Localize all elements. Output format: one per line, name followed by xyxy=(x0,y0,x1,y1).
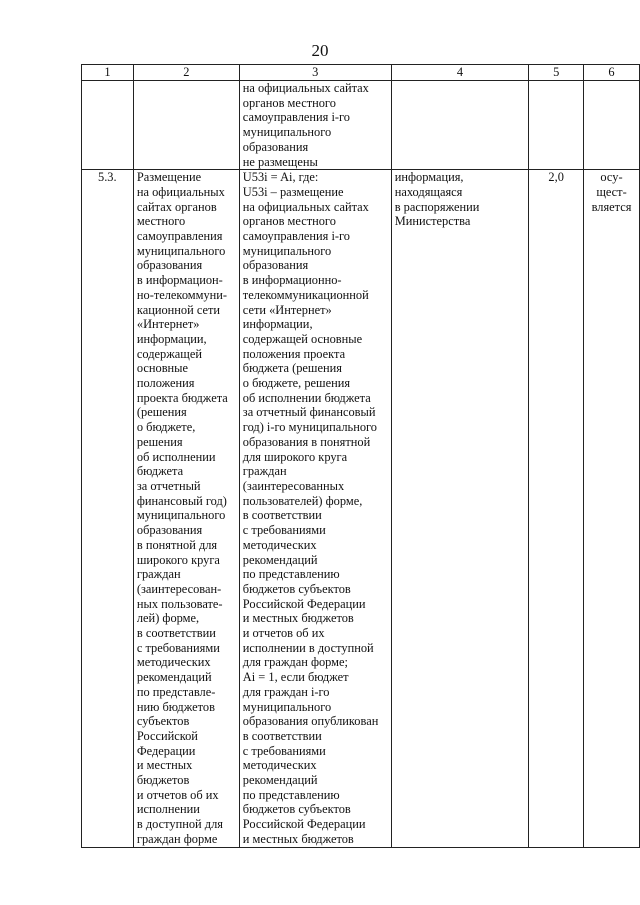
text-line: методических xyxy=(136,655,211,670)
text-line: осу- xyxy=(600,170,623,185)
text-line: U53i = Ai, где: xyxy=(242,170,319,185)
text-line: сети «Интернет» xyxy=(242,302,332,317)
header-col-1: 1 xyxy=(82,65,134,81)
text-line: (решения xyxy=(136,405,187,420)
text-line: Министерства xyxy=(394,214,471,229)
text-line: на официальных сайтах xyxy=(242,199,369,214)
text-line: кационной сети xyxy=(136,302,221,317)
table-row-5-3 xyxy=(82,170,640,847)
weight-cell: 2,0 xyxy=(529,170,584,847)
text-line: телекоммуникационной xyxy=(242,287,369,302)
text-line: за отчетный xyxy=(136,478,201,493)
header-col-5: 5 xyxy=(529,65,584,81)
text-line: муниципального xyxy=(242,699,332,714)
text-line: в информационно- xyxy=(242,273,342,288)
text-line: рекомендаций xyxy=(242,552,318,567)
text-line: для граждан форме; xyxy=(242,655,348,670)
text-line: образования xyxy=(136,523,203,538)
text-line: рекомендаций xyxy=(136,670,212,685)
text-line: муниципального xyxy=(242,243,332,258)
text-line: самоуправления i-го xyxy=(242,229,350,244)
text-line: U53i – размещение xyxy=(242,184,344,199)
text-line: и местных бюджетов xyxy=(242,831,354,846)
text-line: но-телекоммуни- xyxy=(136,287,228,302)
text-line: не размещены xyxy=(242,154,318,169)
text-line: для граждан i-го xyxy=(242,684,330,699)
text-line: находящаяся xyxy=(394,184,463,199)
text-line: пользователей) форме, xyxy=(242,493,363,508)
text-line: граждан xyxy=(242,464,287,479)
text-line: муниципального xyxy=(136,243,226,258)
text-line: «Интернет» xyxy=(136,317,200,332)
text-line: и отчетов об их xyxy=(136,787,219,802)
text-line: рекомендаций xyxy=(242,773,318,788)
text-line: о бюджете, решения xyxy=(242,376,351,391)
continuation-formula-cell xyxy=(239,81,391,170)
text-line: по представле- xyxy=(136,684,216,699)
text-line: год) i-го муниципального xyxy=(242,420,377,435)
text-line: щест- xyxy=(596,184,627,199)
text-line: в распоряжении xyxy=(394,199,480,214)
text-line: органов местного xyxy=(242,95,336,110)
text-line: и отчетов об их xyxy=(242,626,325,641)
text-line: образования опубликован xyxy=(242,714,379,729)
text-line: в соответствии xyxy=(242,508,322,523)
header-col-4: 4 xyxy=(391,65,529,81)
text-line: граждан xyxy=(136,567,181,582)
table-header-row xyxy=(82,65,640,81)
text-line: в соответствии xyxy=(136,626,216,641)
text-line: основные xyxy=(136,361,189,376)
text-line: информации, xyxy=(242,317,313,332)
text-line: бюджета xyxy=(136,464,184,479)
text-line: с требованиями xyxy=(242,743,326,758)
text-line: содержащей xyxy=(136,346,202,361)
text-line: (заинтересованных xyxy=(242,478,345,493)
text-line: финансовый год) xyxy=(136,493,227,508)
row-number-cell: 5.3. xyxy=(82,170,134,847)
status-cell xyxy=(584,170,640,847)
text-line: бюджетов субъектов xyxy=(242,802,351,817)
text-line: в информацион- xyxy=(136,273,223,288)
text-line: Российской Федерации xyxy=(242,817,366,832)
text-line: бюджетов xyxy=(136,773,190,788)
text-line: сайтах органов xyxy=(136,199,217,214)
text-line: положения xyxy=(136,376,195,391)
continuation-cell-1 xyxy=(82,81,134,170)
text-line: Федерации xyxy=(136,743,196,758)
text-line: по представлению xyxy=(242,787,340,802)
text-line: местного xyxy=(136,214,186,229)
text-line: с требованиями xyxy=(242,523,326,538)
header-col-3: 3 xyxy=(239,65,391,81)
text-line: муниципального xyxy=(242,125,332,140)
text-line: информации, xyxy=(136,331,207,346)
text-line: на официальных сайтах xyxy=(242,81,369,95)
text-line: исполнении в доступной xyxy=(242,640,374,655)
text-line: в доступной для xyxy=(136,817,223,832)
text-line: широкого круга xyxy=(136,552,220,567)
text-line: положения проекта xyxy=(242,346,346,361)
text-line: за отчетный финансовый xyxy=(242,405,376,420)
formula-cell xyxy=(239,170,391,847)
continuation-cell-4 xyxy=(391,81,529,170)
text-line: для широкого круга xyxy=(242,449,348,464)
indicator-table xyxy=(81,64,640,848)
text-line: Размещение xyxy=(136,170,202,185)
text-line: самоуправления xyxy=(136,229,223,244)
page-number: 20 xyxy=(311,41,329,60)
text-line: субъектов xyxy=(136,714,190,729)
text-line: и местных бюджетов xyxy=(242,611,354,626)
text-line: об исполнении xyxy=(136,449,216,464)
header-col-6: 6 xyxy=(584,65,640,81)
continuation-cell-5 xyxy=(529,81,584,170)
text-line: содержащей основные xyxy=(242,331,363,346)
text-line: в понятной для xyxy=(136,537,218,552)
continuation-cell-2 xyxy=(133,81,239,170)
text-line: Российской xyxy=(136,728,198,743)
text-line: нию бюджетов xyxy=(136,699,215,714)
text-line: с требованиями xyxy=(136,640,220,655)
text-line: проекта бюджета xyxy=(136,390,228,405)
header-col-2: 2 xyxy=(133,65,239,81)
text-line: исполнении xyxy=(136,802,200,817)
data-source-cell xyxy=(391,170,529,847)
text-line: методических xyxy=(242,537,317,552)
text-line: ных пользовате- xyxy=(136,596,223,611)
text-line: по представлению xyxy=(242,567,340,582)
table-row-continuation xyxy=(82,81,640,170)
text-line: образования в понятной xyxy=(242,434,371,449)
text-line: образования xyxy=(136,258,203,273)
text-line: муниципального xyxy=(136,508,226,523)
text-line: лей) форме, xyxy=(136,611,200,626)
text-line: бюджета (решения xyxy=(242,361,342,376)
text-line: Ai = 1, если бюджет xyxy=(242,670,349,685)
text-line: Российской Федерации xyxy=(242,596,366,611)
text-line: и местных xyxy=(136,758,193,773)
text-line: методических xyxy=(242,758,317,773)
text-line: (заинтересован- xyxy=(136,581,222,596)
text-line: образования xyxy=(242,258,309,273)
text-line: органов местного xyxy=(242,214,336,229)
text-line: самоуправления i-го xyxy=(242,110,350,125)
text-line: граждан форме xyxy=(136,831,218,846)
text-line: о бюджете, xyxy=(136,420,196,435)
text-line: решения xyxy=(136,434,183,449)
text-line: информация, xyxy=(394,170,464,185)
text-line: образования xyxy=(242,139,309,154)
text-line: вляется xyxy=(591,199,632,214)
text-line: на официальных xyxy=(136,184,225,199)
continuation-cell-6 xyxy=(584,81,640,170)
text-line: об исполнении бюджета xyxy=(242,390,371,405)
indicator-name-cell xyxy=(133,170,239,847)
text-line: в соответствии xyxy=(242,728,322,743)
text-line: бюджетов субъектов xyxy=(242,581,351,596)
